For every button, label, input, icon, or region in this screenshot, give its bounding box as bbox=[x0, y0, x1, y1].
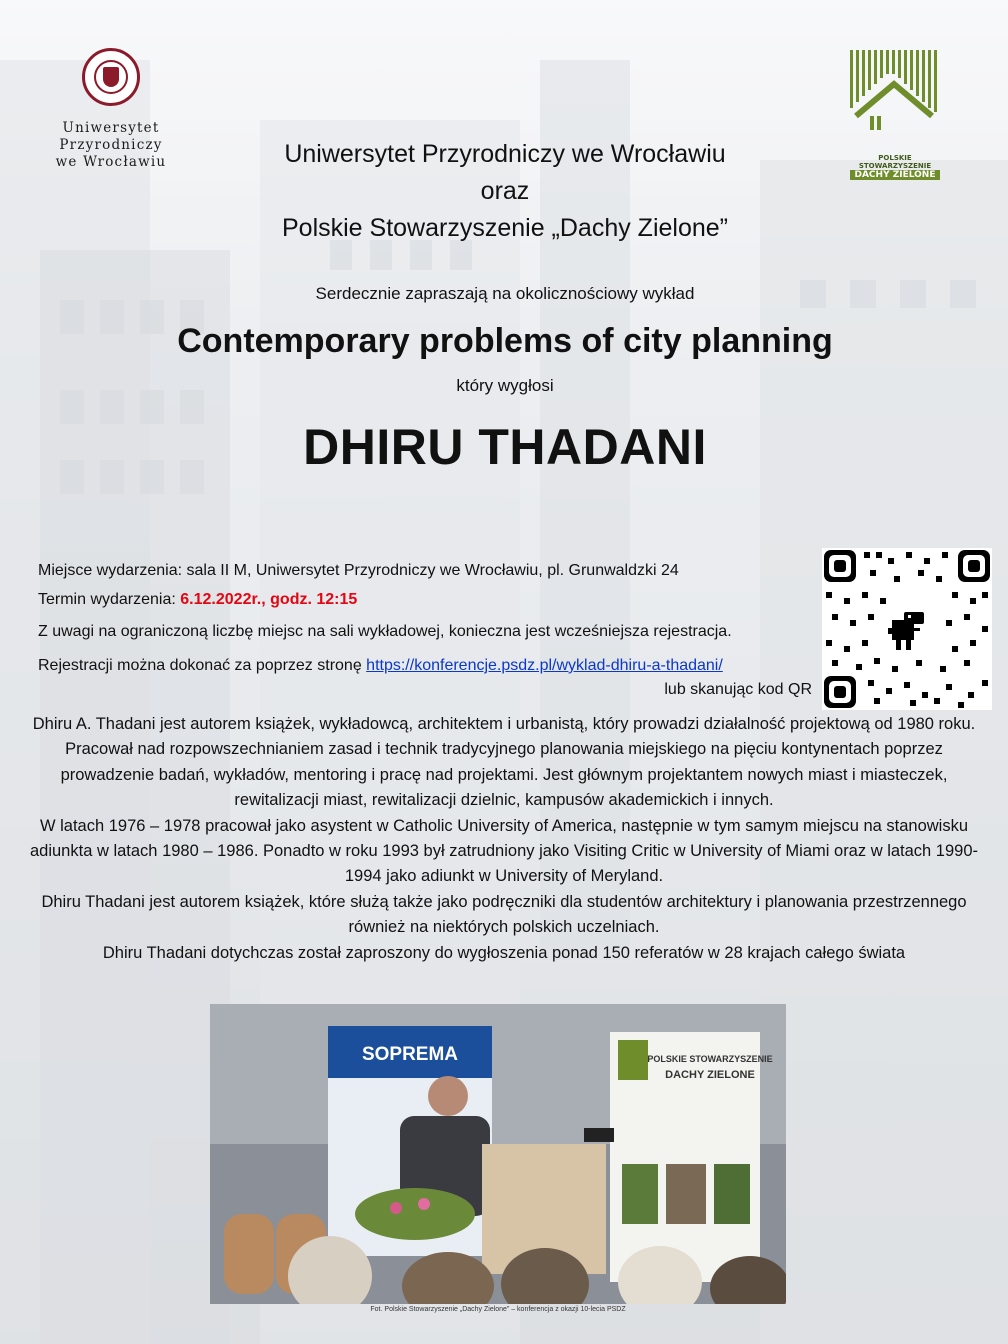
organizer-line-2: oraz bbox=[480, 177, 530, 205]
photo-caption: Fot. Polskie Stowarzyszenie „Dachy Zielone” – konferencja z okazji 10-lecia PSDZ bbox=[370, 1306, 626, 1313]
lecture-title: Contemporary problems of city planning bbox=[177, 322, 833, 360]
speaker-bio bbox=[20, 712, 988, 966]
photo-banner-line1: POLSKIE STOWARZYSZENIE bbox=[647, 1054, 773, 1064]
event-date-label: Termin wydarzenia: bbox=[38, 591, 181, 608]
association-logo bbox=[850, 50, 940, 180]
registration-link[interactable]: https://konferencje.psdz.pl/wyklad-dhiru-a-thadani/ bbox=[366, 657, 723, 674]
delivered-by-text: który wygłosi bbox=[456, 376, 554, 395]
organizers-heading bbox=[160, 136, 850, 247]
association-label-top: POLSKIE STOWARZYSZENIE bbox=[858, 154, 932, 170]
association-label-bottom: DACHY ZIELONE bbox=[850, 170, 940, 180]
speaker-name: DHIRU THADANI bbox=[303, 419, 707, 475]
organizer-line-1: Uniwersytet Przyrodniczy we Wrocławiu bbox=[284, 140, 726, 168]
university-name-line: Przyrodniczy bbox=[59, 137, 163, 153]
event-date bbox=[38, 591, 818, 609]
qr-text: lub skanując kod QR bbox=[664, 681, 812, 698]
invitation-text: Serdecznie zapraszają na okolicznościowy wykład bbox=[315, 284, 695, 303]
university-crest-icon bbox=[82, 48, 140, 106]
registration-note: Z uwagi na ograniczoną liczbę miejsc na sali wykładowej, konieczna jest wcześniejsza rejestracja. bbox=[38, 623, 732, 640]
bio-paragraph: Dhiru A. Thadani jest autorem książek, wykładowcą, architektem i urbanistą, który prowadzi działalność projektową od 1980 roku. Pracował nad rozpowszechnianiem zasad i technik tradycyjnego planowania miejskiego na pięciu kontynentach poprzez prowadzenie badań, wykładów, mentoring i pracę nad projektami. Jest głównym projektantem nowych miast i miasteczek, rewitalizacji miast, rewitalizacji dzielnic, kampusów akademickich i innych. bbox=[32, 715, 976, 810]
event-photo bbox=[210, 1004, 786, 1304]
registration-text: Rejestracji można dokonać za poprzez stronę bbox=[38, 657, 367, 674]
soprema-banner-text: SOPREMA bbox=[361, 1044, 459, 1065]
university-name-line: we Wrocławiu bbox=[55, 154, 167, 170]
registration-line bbox=[38, 657, 818, 675]
green-roof-house-icon bbox=[850, 50, 938, 142]
organizer-line-3: Polskie Stowarzyszenie „Dachy Zielone” bbox=[281, 214, 728, 242]
event-date-value: 6.12.2022r., godz. 12:15 bbox=[180, 591, 358, 608]
photo-banner-line2: DACHY ZIELONE bbox=[665, 1069, 755, 1081]
event-place: Miejsce wydarzenia: sala II M, Uniwersytet Przyrodniczy we Wrocławiu, pl. Grunwaldzki 24 bbox=[38, 562, 679, 579]
bio-paragraph: Dhiru Thadani jest autorem książek, które służą także jako podręczniki dla studentów architektury i planowania przestrzennego również na niektórych polskich uczelniach. bbox=[41, 892, 967, 937]
bio-paragraph: Dhiru Thadani dotychczas został zaproszony do wygłoszenia ponad 150 referatów w 28 krajach całego świata bbox=[102, 943, 906, 962]
bio-paragraph: W latach 1976 – 1978 pracował jako asystent w Catholic University of America, następnie w tym samym miejscu na stanowisku adiunkta w latach 1980 – 1986. Ponadto w roku 1993 był zatrudniony jako Visiting Critic w University of Miami oraz w latach 1990- 1994 jako adiunkt w University of Meryland. bbox=[29, 816, 979, 886]
qr-code[interactable] bbox=[822, 548, 992, 710]
university-name-line: Uniwersytet bbox=[62, 120, 160, 136]
